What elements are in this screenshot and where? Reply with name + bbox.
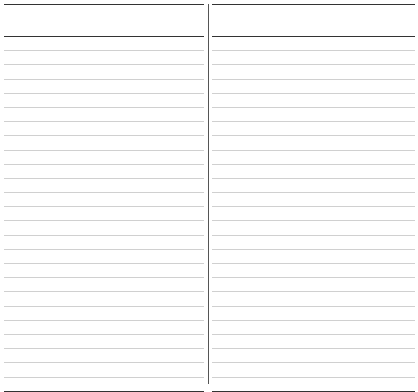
cell-count [260,249,287,263]
cell-name [4,235,48,249]
table-row [4,320,204,334]
cell-count [260,363,287,377]
cell-count [260,306,287,320]
cell-count [48,207,74,221]
cell-name [4,320,48,334]
cell-locations [74,79,204,93]
table-row [212,164,415,178]
cell-locations [287,79,415,93]
cell-count [48,136,74,150]
table-row [212,207,415,221]
cell-locations [287,65,415,79]
cell-count [48,363,74,377]
cell-locations [287,377,415,391]
table-row [212,178,415,192]
table-body-right [212,37,415,392]
table-row [4,377,204,391]
cell-count [48,306,74,320]
cell-locations [287,178,415,192]
cell-locations [74,221,204,235]
cell-name [4,349,48,363]
table-row [4,207,204,221]
cell-name [4,136,48,150]
cell-locations [287,264,415,278]
table-row [4,65,204,79]
cell-count [260,79,287,93]
cell-name [212,136,260,150]
table-row [4,193,204,207]
table-row [212,107,415,121]
cell-count [48,292,74,306]
cell-count [48,235,74,249]
cell-count [48,37,74,51]
cell-count [260,164,287,178]
cell-locations [74,93,204,107]
cell-locations [287,93,415,107]
cell-locations [74,249,204,263]
table-row [212,292,415,306]
table-row [4,164,204,178]
cell-name [212,320,260,334]
cell-name [212,249,260,263]
cell-locations [287,334,415,348]
cell-name [4,93,48,107]
table-row [4,249,204,263]
cell-count [48,65,74,79]
table-row [4,37,204,51]
table-row [212,65,415,79]
cell-locations [287,292,415,306]
cell-count [260,150,287,164]
cell-name [212,278,260,292]
cell-locations [287,150,415,164]
table-row [4,51,204,65]
table-row [4,306,204,320]
cell-name [4,377,48,391]
table-row [212,278,415,292]
cell-name [4,51,48,65]
cell-name [212,377,260,391]
cell-count [48,178,74,192]
cell-locations [74,51,204,65]
cell-count [260,264,287,278]
cell-name [4,278,48,292]
cell-name [4,193,48,207]
cell-name [212,107,260,121]
cell-locations [74,292,204,306]
cell-name [212,93,260,107]
cell-count [260,221,287,235]
cell-locations [287,249,415,263]
header-locations [287,5,415,37]
cell-name [212,178,260,192]
cell-count [260,122,287,136]
table-row [212,377,415,391]
cell-count [48,249,74,263]
cell-locations [287,306,415,320]
table-row [212,249,415,263]
cell-locations [74,349,204,363]
cell-count [48,79,74,93]
cell-count [48,278,74,292]
cell-name [212,122,260,136]
cell-locations [74,37,204,51]
table-row [4,363,204,377]
table-row [212,306,415,320]
cell-count [48,51,74,65]
cell-name [4,292,48,306]
table-row [212,363,415,377]
cell-count [260,136,287,150]
data-table-right [212,4,415,392]
cell-count [48,334,74,348]
cell-locations [74,264,204,278]
header-row [212,5,415,37]
cell-count [260,292,287,306]
cell-count [260,178,287,192]
cell-locations [74,65,204,79]
table-row [4,292,204,306]
table-row [4,107,204,121]
cell-count [260,207,287,221]
cell-name [4,65,48,79]
cell-locations [287,122,415,136]
cell-locations [74,278,204,292]
cell-name [4,178,48,192]
cell-locations [287,51,415,65]
table-row [212,93,415,107]
cell-locations [287,107,415,121]
cell-name [4,249,48,263]
table-row [212,193,415,207]
cell-locations [287,193,415,207]
cell-name [4,334,48,348]
table-header-right [212,5,415,37]
table-row [212,79,415,93]
cell-locations [74,306,204,320]
cell-locations [74,235,204,249]
table-row [4,136,204,150]
table-row [4,178,204,192]
cell-count [48,107,74,121]
cell-name [4,264,48,278]
table-row [212,235,415,249]
cell-name [4,150,48,164]
cell-count [260,377,287,391]
table-row [4,93,204,107]
cell-locations [74,363,204,377]
header-name [212,5,260,37]
table-row [4,264,204,278]
cell-count [48,349,74,363]
table-row [4,349,204,363]
cell-count [48,93,74,107]
table-row [212,136,415,150]
cell-locations [287,164,415,178]
cell-count [48,264,74,278]
header-name [4,5,48,37]
cell-locations [287,136,415,150]
table-row [212,334,415,348]
cell-count [48,221,74,235]
cell-locations [287,320,415,334]
cell-name [4,207,48,221]
cell-count [260,334,287,348]
cell-count [260,349,287,363]
cell-name [4,164,48,178]
cell-count [48,150,74,164]
cell-name [4,122,48,136]
cell-name [4,306,48,320]
cell-locations [74,193,204,207]
header-row [4,5,204,37]
table-row [4,122,204,136]
cell-name [212,150,260,164]
cell-count [260,51,287,65]
cell-locations [74,164,204,178]
cell-name [4,107,48,121]
cell-count [48,164,74,178]
cell-name [212,51,260,65]
cell-name [212,207,260,221]
cell-name [212,334,260,348]
table-row [4,235,204,249]
table-row [4,79,204,93]
table-row [212,264,415,278]
cell-count [260,107,287,121]
cell-name [212,363,260,377]
table-header-left [4,5,204,37]
table-row [212,37,415,51]
table-row [212,150,415,164]
cell-name [212,306,260,320]
cell-count [48,320,74,334]
cell-locations [74,107,204,121]
table-row [212,122,415,136]
cell-locations [74,320,204,334]
header-count [48,5,74,37]
cell-count [260,278,287,292]
table-body-left [4,37,204,392]
cell-count [260,93,287,107]
cell-name [4,363,48,377]
table-row [212,320,415,334]
cell-name [212,264,260,278]
cell-name [212,193,260,207]
data-table-left [4,4,204,392]
cell-name [212,292,260,306]
cell-name [4,79,48,93]
cell-locations [74,207,204,221]
table-row [4,334,204,348]
cell-name [212,79,260,93]
cell-count [260,320,287,334]
cell-locations [287,37,415,51]
cell-locations [74,150,204,164]
cell-locations [74,377,204,391]
cell-count [260,235,287,249]
table-row [4,150,204,164]
cell-locations [74,334,204,348]
cell-name [212,164,260,178]
cell-locations [74,122,204,136]
table-row [4,221,204,235]
cell-name [212,349,260,363]
cell-count [48,377,74,391]
header-locations [74,5,204,37]
table-row [212,51,415,65]
cell-name [212,37,260,51]
cell-count [48,193,74,207]
cell-locations [287,221,415,235]
cell-name [212,235,260,249]
table-row [212,221,415,235]
cell-locations [287,363,415,377]
cell-locations [287,349,415,363]
cell-name [212,221,260,235]
cell-name [4,37,48,51]
cell-count [260,193,287,207]
cell-locations [74,136,204,150]
cell-count [48,122,74,136]
cell-count [260,65,287,79]
cell-locations [74,178,204,192]
column-divider [208,4,209,384]
header-count [260,5,287,37]
table-row [4,278,204,292]
cell-locations [287,235,415,249]
cell-name [4,221,48,235]
cell-locations [287,278,415,292]
table-row [212,349,415,363]
cell-count [260,37,287,51]
cell-name [212,65,260,79]
cell-locations [287,207,415,221]
